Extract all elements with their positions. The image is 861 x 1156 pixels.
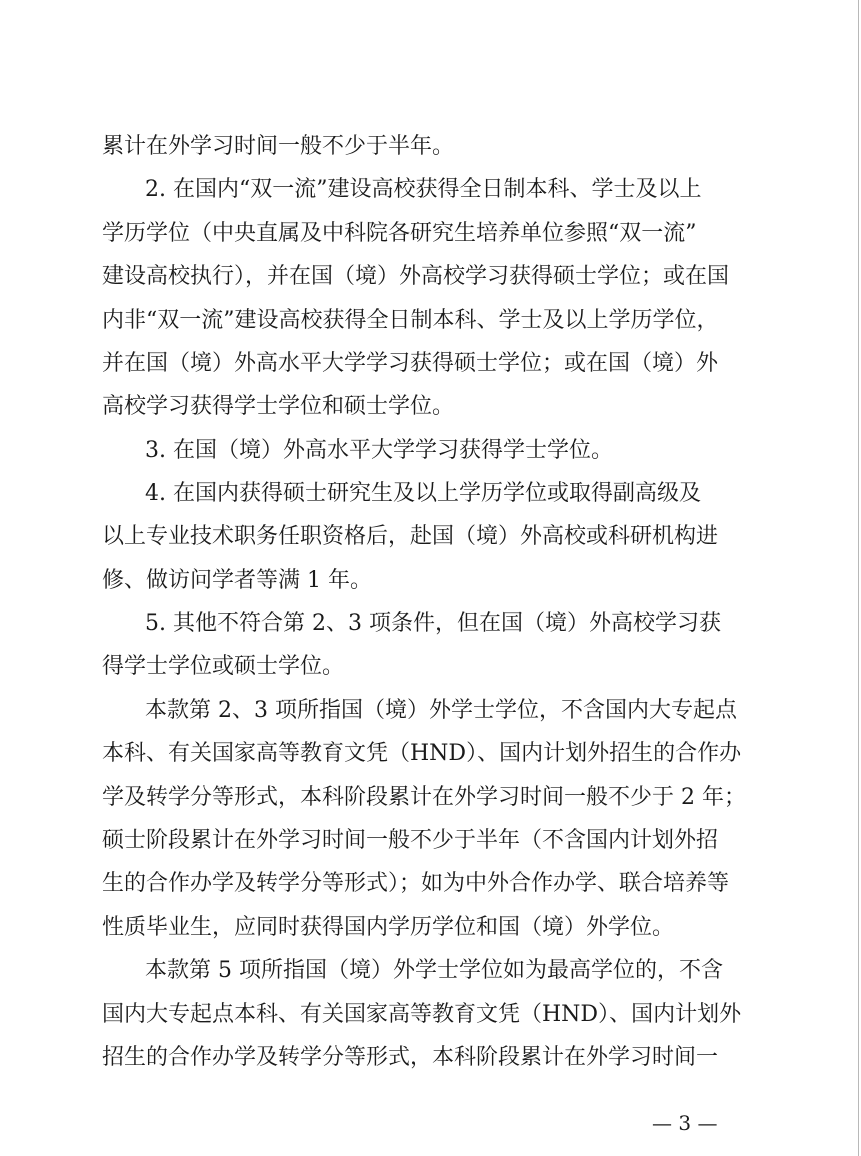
document-page: 累计在外学习时间一般不少于半年。 2. 在国内“双一流”建设高校获得全日制本科、学士及以上 学历学位（中央直属及中科院各研究生培养单位参照“双一流” 建设高校执行），并在国（境）外高校学习获得硕士学位；或在国 内非“双一流”建设高校获得全日制本科、学士及以上学历学位， 并在国（境）外高水平大学学习获得硕士学位；或在国（境）外 高校学习获得学士学位和硕士学位。 3. 在国（境）外高水平大学学习获得学士学位。 4. 在国内获得硕士研究生及以上学历学位或取得副高级及 以上专业技术职务任职资格后，赴国（境）外高校或科研机构进 修、做访问学者等满 1 年。 5. 其他不符合第 2、3 项条件，但在国（境）外高校学习获 得学士学位或硕士学位。 本款第 2、3 项所指国（境）外学士学位，不含国内大专起点 本科、有关国家高等教育文凭（HND）、国内计划外招生的合作办 学及转学分等形式，本科阶段累计在外学习时间一般不少于 2 年； 硕士阶段累计在外学习时间一般不少于半年（不含国内计划外招 生的合作办学及转学分等形式）；如为中外合作办学、联合培养等 性质毕业生，应同时获得国内学历学位和国（境）外学位。 本款第 5 项所指国（境）外学士学位如为最高学位的，不含 国内大专起点本科、有关国家高等教育文凭（HND）、国内计划外 招生的合作办学及转学分等形式，本科阶段累计在外学习时间一 — 3 — [0, 0, 861, 1156]
page-number: — 3 — [652, 1111, 718, 1135]
